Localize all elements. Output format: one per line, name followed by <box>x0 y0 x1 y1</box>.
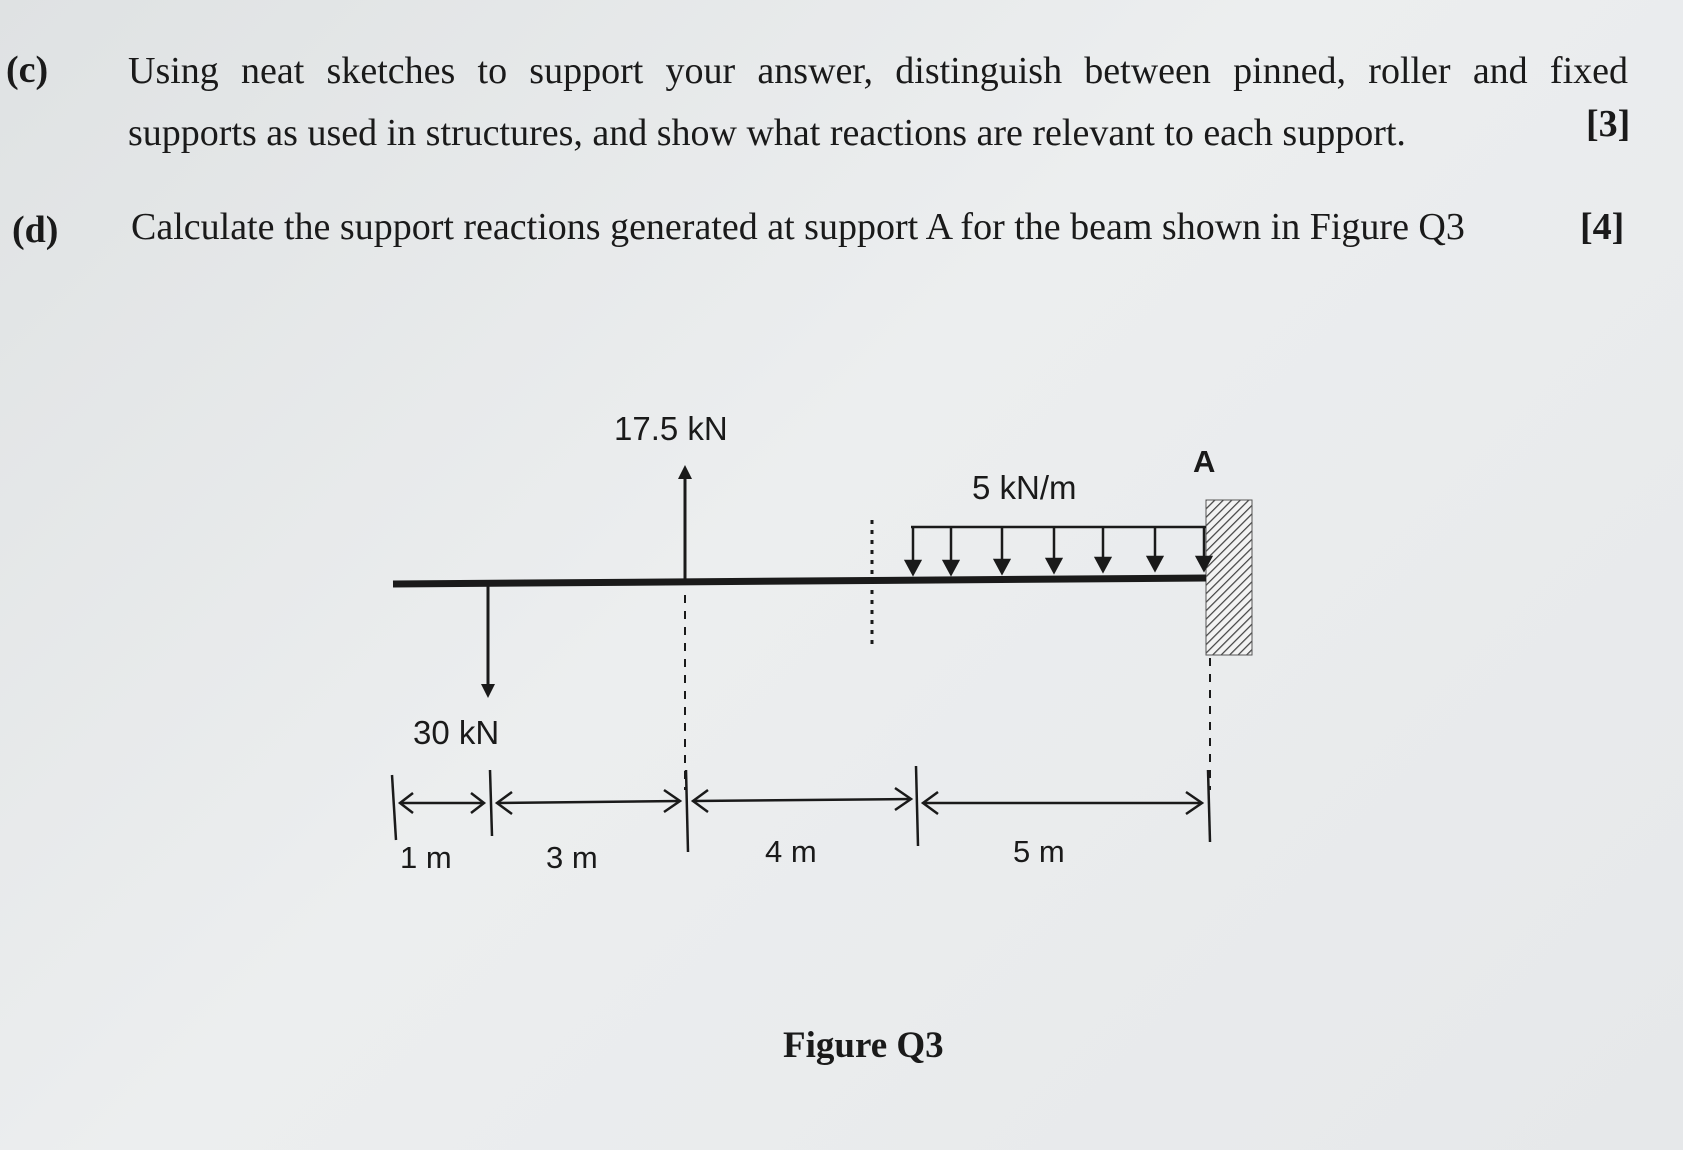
question-c-label: (c) <box>6 49 49 91</box>
label-point-load-up: 17.5 kN <box>614 410 728 447</box>
question-d-label: (d) <box>12 209 59 251</box>
question-d-marks: [4] <box>1580 206 1625 248</box>
beam <box>393 578 1206 584</box>
dimension-label-3: 4 m <box>765 834 817 869</box>
point-load-down-arrow <box>481 586 495 698</box>
label-support-a: A <box>1193 444 1216 479</box>
dimension-label-1: 1 m <box>400 840 452 875</box>
label-point-load-down: 30 kN <box>413 714 500 751</box>
question-c-line-1: Using neat sketches to support your answer, distinguish between pinned, roller and fixed <box>128 50 1628 92</box>
question-d-text: Calculate the support reactions generated at support A for the beam shown in Figure Q3 <box>131 206 1465 248</box>
question-c-line-2: supports as used in structures, and show what reactions are relevant to each support. <box>128 112 1406 154</box>
figure-caption: Figure Q3 <box>783 1025 944 1066</box>
fixed-support-wall <box>1206 500 1252 655</box>
dimension-arrows <box>400 788 1202 814</box>
question-c-marks: [3] <box>1586 103 1631 145</box>
dimension-label-4: 5 m <box>1013 834 1065 869</box>
udl-arrows <box>906 527 1211 574</box>
point-load-up-arrow <box>678 465 692 581</box>
dimension-label-2: 3 m <box>546 840 598 875</box>
label-udl: 5 kN/m <box>972 469 1077 506</box>
